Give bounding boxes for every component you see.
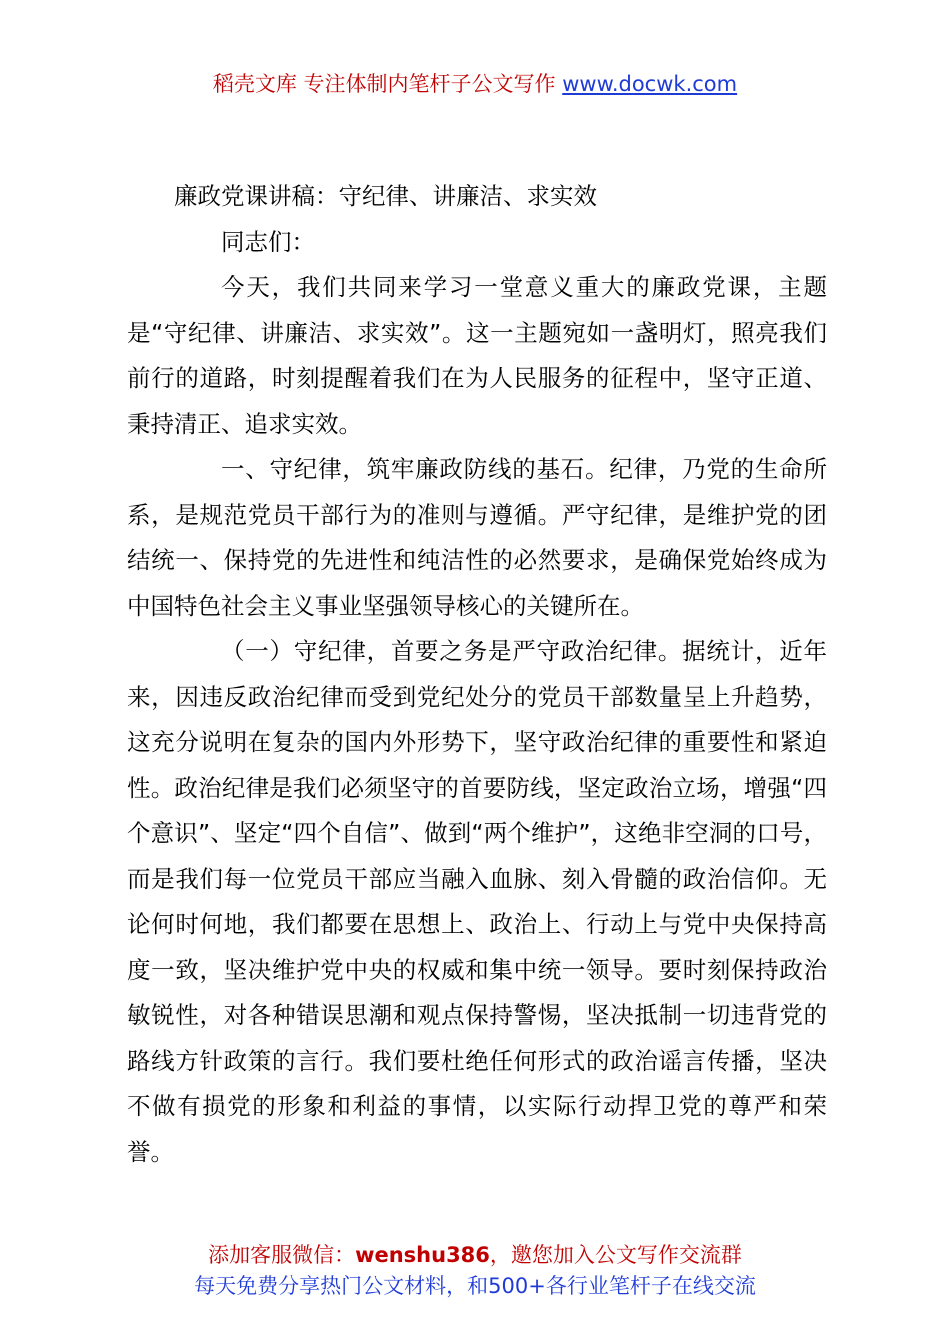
body-paragraph: （一）守纪律，首要之务是严守政治纪律。据统计，近年来，因违反政治纪律而受到党纪处分的党员干部数量呈上升趋势，这充分说明在复杂的国内外形势下，坚守政治纪律的重要性和紧迫性。政治纪律是我们必须坚守的首要防线，坚定政治立场，增强“四个意识”、坚定“四个自信”、做到“两个维护”，这绝非空洞的口号，而是我们每一位党员干部应当融入血脉、刻入骨髓的政治信仰。无论何时何地，我们都要在思想上、政治上、行动上与党中央保持高度一致，坚决维护党中央的权威和集中统一领导。要时刻保持政治敏锐性，对各种错误思潮和观点保持警惕，坚决抵制一切违背党的路线方针政策的言行。我们要杜绝任何形式的政治谣言传播，坚决不做有损党的形象和利益的事情，以实际行动捍卫党的尊严和荣誉。	[127, 637, 827, 1166]
footer-wechat-suffix: ，邀您加入公文写作交流群	[489, 1243, 742, 1267]
brand-slogan: 稻壳文库 专注体制内笔杆子公文写作	[212, 72, 563, 96]
document-body	[127, 174, 827, 1175]
website-link[interactable]: www.docwk.com	[562, 72, 738, 96]
footer-wechat-id: wenshu386	[355, 1243, 490, 1267]
document-title: 廉政党课讲稿：守纪律、讲廉洁、求实效	[174, 182, 597, 210]
page-header	[0, 68, 950, 100]
body-paragraph: 一、守纪律，筑牢廉政防线的基石。纪律，乃党的生命所系，是规范党员干部行为的准则与遵循。严守纪律，是维护党的团结统一、保持党的先进性和纯洁性的必然要求，是确保党始终成为中国特色社会主义事业坚强领导核心的关键所在。	[127, 455, 827, 620]
body-paragraph: 今天，我们共同来学习一堂意义重大的廉政党课，主题是“守纪律、讲廉洁、求实效”。这一主题宛如一盏明灯，照亮我们前行的道路，时刻提醒着我们在为人民服务的征程中，坚守正道、秉持清正、追求实效。	[127, 273, 827, 438]
footer-line-1	[0, 1240, 950, 1271]
salutation: 同志们：	[221, 227, 315, 256]
page-footer	[0, 1240, 950, 1302]
footer-wechat-prefix: 添加客服微信：	[208, 1243, 356, 1267]
footer-line-2: 每天免费分享热门公文材料，和500+各行业笔杆子在线交流	[194, 1274, 756, 1298]
